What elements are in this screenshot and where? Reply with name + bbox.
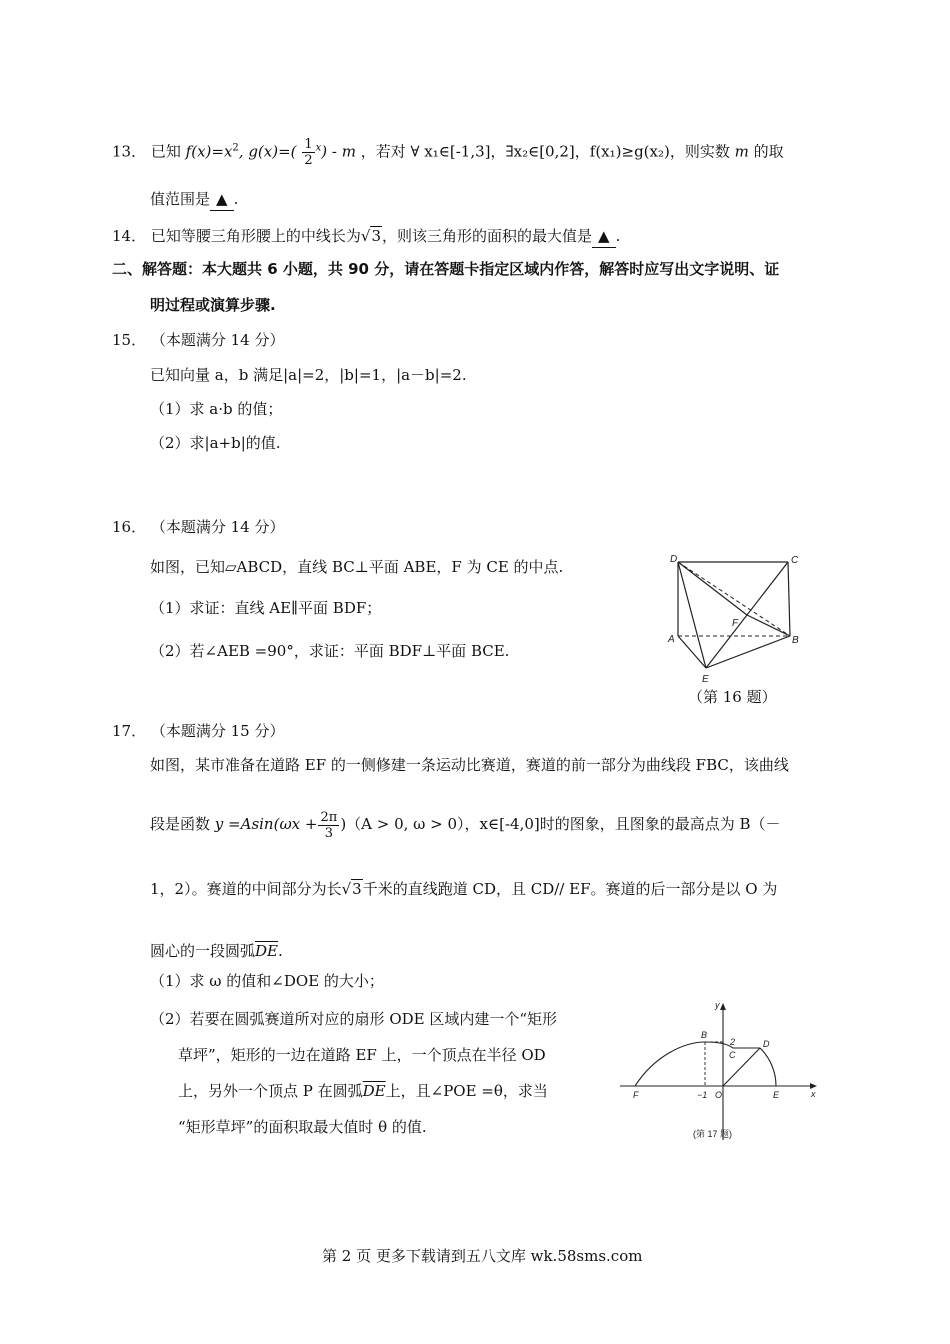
section2-heading-cont: 明过程或演算步骤. <box>150 296 276 314</box>
q17-line3: 1，2）。赛道的中间部分为长√3千米的直线跑道 CD，且 CD// EF。赛道的后一部分是以 O 为 <box>150 880 778 898</box>
q16-stem: 如图，已知▱ABCD，直线 BC⊥平面 ABE，F 为 CE 的中点. <box>150 558 564 576</box>
q15-part2: （2）求|a+b|的值. <box>150 434 281 452</box>
q13-number: 13． <box>112 142 147 161</box>
label-O: O <box>715 1090 723 1100</box>
q17-figure <box>615 1000 825 1150</box>
q16-figure <box>660 550 810 690</box>
q16-number: 16． <box>112 518 147 536</box>
label-A: A <box>668 634 675 645</box>
q13-line1: 13． 已知 $f(x)=x^2$, g(x)=( $\frac{1}{2}$ $^x$) - m ，若对 ∀ x₁∈[-1,3]，∃x₂∈[0,2]，f(x₁)≥g(x₂)，则实数 m 的取 <box>112 137 784 168</box>
q17-header <box>112 720 285 742</box>
label-neg1: −1 <box>697 1090 708 1100</box>
q17-part2-l4: “矩形草坪”的面积取最大值时 θ 的值. <box>178 1118 427 1136</box>
label-B: B <box>701 1030 708 1040</box>
label-D: D <box>763 1039 770 1049</box>
q15-header <box>112 329 285 351</box>
q17-part2-l3: 上，另外一个顶点 P 在圆弧$\overline{DE}$上，且∠POE =θ，求当 <box>178 1082 548 1100</box>
q17-part1: （1）求 ω 的值和∠DOE 的大小； <box>150 972 384 990</box>
page-footer: 第 2 页 更多下载请到五八文库 wk.58sms.com <box>322 1247 643 1265</box>
axis-y: y <box>715 1000 720 1010</box>
q14-line: 14． 已知等腰三角形腰上的中线长为√3，则该三角形的面积的最大值是 ▲ . <box>112 225 620 248</box>
q15-points: （本题满分 14 分） <box>150 331 285 349</box>
section2-heading: 二、解答题：本大题共 6 小题，共 90 分，请在答题卡指定区域内作答，解答时应写出文字说明、证 <box>112 260 780 278</box>
q16-caption: （第 16 题） <box>688 688 777 706</box>
q15-number: 15． <box>112 331 147 349</box>
q16-header <box>112 516 285 538</box>
q13-line2: 值范围是 ▲ . <box>150 188 238 211</box>
q15-part1: （1）求 a·b 的值； <box>150 400 283 418</box>
label-D: D <box>670 554 678 565</box>
label-B: B <box>792 635 799 646</box>
q17-line1: 如图，某市准备在道路 EF 的一侧修建一条运动比赛道，赛道的前一部分为曲线段 FBC，该曲线 <box>150 756 789 774</box>
answer-blank[interactable]: ▲ <box>592 225 616 248</box>
q17-caption: (第 17 题) <box>693 1129 733 1139</box>
label-F: F <box>633 1090 639 1100</box>
label-E: E <box>702 674 709 685</box>
q16-part1: （1）求证：直线 AE∥平面 BDF； <box>150 599 382 617</box>
q17-part2-l1: （2）若要在圆弧赛道所对应的扇形 ODE 区域内建一个“矩形 <box>150 1010 558 1028</box>
q14-number: 14． <box>112 227 147 245</box>
answer-blank[interactable]: ▲ <box>210 188 234 211</box>
q16-part2: （2）若∠AEB =90°，求证：平面 BDF⊥平面 BCE. <box>150 642 510 660</box>
label-C: C <box>729 1050 736 1060</box>
q17-number: 17． <box>112 722 147 740</box>
q17-line4: 圆心的一段圆弧$\overline{DE}$. <box>150 942 283 960</box>
q15-stem: 已知向量 a，b 满足|a|=2，|b|=1，|a－b|=2. <box>150 366 467 384</box>
q17-points: （本题满分 15 分） <box>150 722 285 740</box>
q13-fraction: $\frac{1}{2}$ <box>304 137 313 168</box>
axis-x: x <box>811 1089 816 1099</box>
q16-points: （本题满分 14 分） <box>150 518 285 536</box>
label-F: F <box>732 618 739 629</box>
label-2: 2 <box>730 1037 736 1047</box>
q17-line2: 段是函数 y =Asin(ωx + $\frac{2\pi}{3}$ )（A > 0, ω > 0），x∈[-4,0]时的图象，且图象的最高点为 B（－ <box>150 809 781 841</box>
label-E: E <box>773 1090 780 1100</box>
q17-part2-l2: 草坪”，矩形的一边在道路 EF 上，一个顶点在半径 OD <box>178 1046 546 1064</box>
q17-fraction: $\frac{2\pi}{3}$ <box>320 809 338 841</box>
arc-DE: $\overline{DE}$ <box>255 942 278 960</box>
label-C: C <box>791 555 799 566</box>
